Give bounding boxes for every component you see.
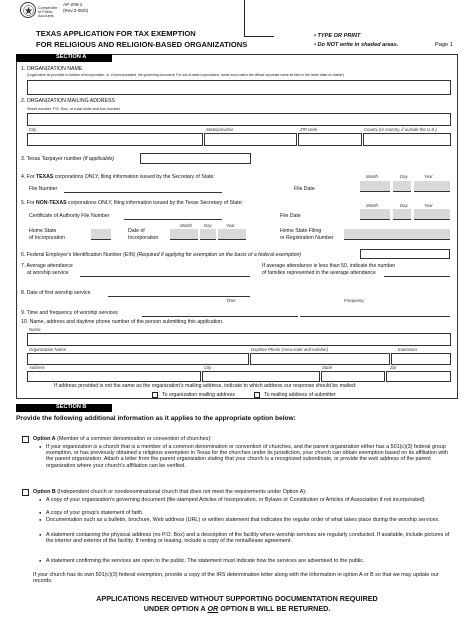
file-number-label: File Number (29, 186, 58, 192)
date-inc-label-1: Date of (128, 228, 145, 234)
file-date-month-field[interactable] (360, 181, 390, 192)
state-label: State/province (206, 127, 234, 132)
county-label: County (or country, if outside the U.S.) (364, 127, 437, 132)
cert-number-field[interactable] (124, 219, 222, 220)
ein-field[interactable] (360, 249, 450, 259)
cert-number-label: Certificate of Authority File Number (29, 213, 110, 219)
q7-label-1: 7. Average attendance (21, 263, 73, 269)
home-state-filing-label-2: or Registration Number (280, 235, 334, 241)
taxpayer-number-field[interactable] (140, 153, 251, 164)
file-number-field[interactable] (64, 192, 222, 193)
option-b-bullet-1: ● A copy of your organization's governing document (file-stamped Articles of Incorporation, or Bylaws or Constitution or Articles of Association if not incorporated) (46, 497, 450, 503)
q5-file-date-month-field[interactable] (360, 209, 390, 220)
q5-file-date-day-field[interactable] (393, 209, 411, 220)
page-number: Page 1 (435, 42, 453, 48)
home-state-inc-label-2: of Incorporation (29, 235, 66, 241)
file-date-day-field[interactable] (393, 181, 411, 192)
service-frequency-field[interactable] (300, 316, 450, 317)
q1-hint: (Legal name as provided in Articles of Incorporation, or, if unincorporated, the governing document. For out-of-state corporations, name must match the official corporate name as filed in the home state of charter) (27, 73, 344, 77)
date-inc-label-2: Incorporation (128, 235, 159, 241)
comptroller-text: Comptroller of Public Accounts (38, 6, 58, 18)
q5-file-date-year-field[interactable] (414, 209, 450, 220)
mailing-question: If address provided is not the same as the organization's mailing address, indicate to which address our response should be mailed: (54, 383, 357, 389)
header-divider-foot (244, 36, 274, 37)
submitter-name-field[interactable] (27, 333, 451, 346)
section-a-bar: SECTION A (16, 54, 112, 62)
families-field[interactable] (384, 276, 450, 277)
footer-warning-line2 (0, 604, 474, 613)
organization-name-field[interactable] (27, 80, 451, 95)
first-service-date-field[interactable] (108, 296, 250, 297)
irs-determination-note: If your church has its own 501(c)(3) federal exemption, provide a copy of the IRS determination letter along with the information in option A or B so that we may update our records. (33, 572, 439, 585)
state-field[interactable] (204, 133, 297, 146)
header-divider (244, 0, 245, 36)
section-a-frame (16, 54, 458, 399)
q5-file-date-label: File Date (280, 213, 301, 219)
type-or-print-note: • TYPE OR PRINT (314, 33, 361, 39)
q5-day-label: Day (400, 203, 408, 208)
org-name-label: Organization Name (29, 347, 67, 352)
form-number: AP-209-2 (63, 2, 83, 7)
q3-label (21, 157, 114, 163)
addr-city-label: City (204, 365, 212, 370)
texas-seal-logo (20, 2, 36, 18)
submitter-city-field[interactable] (202, 371, 320, 382)
city-label: City (29, 127, 37, 132)
form-title-line1: TEXAS APPLICATION FOR TAX EXEMPTION (36, 29, 196, 38)
extension-field[interactable] (391, 353, 451, 365)
q7-right-2: of families represented in the average attendance (262, 270, 376, 276)
submitter-address-field[interactable] (27, 371, 201, 382)
option-b-heading (33, 489, 307, 495)
q7-right-1: If average attendance is less than 50, indicate the number (262, 263, 396, 269)
shaded-areas-note: • Do NOT write in shaded areas. (314, 42, 399, 48)
date-inc-month-field[interactable] (170, 229, 198, 240)
q8-label: 8. Date of first worship service (21, 290, 91, 296)
footer-option-b: OPTION B WILL BE RETURNED. (220, 604, 331, 613)
footer-option-a: UNDER OPTION A (143, 604, 206, 613)
option-a-title: Option A (33, 436, 56, 442)
option-b-bullet-4: ● A statement containing the physical address (no P.O. Box) and a description of the facility where worship services are regularly conducted. If available, include pictures of the interior and exterior of the facility. If renting or leasing, include a copy of the rental/lease agreement. (46, 532, 450, 544)
q4-month-label: Month (366, 174, 378, 179)
county-field[interactable] (363, 133, 451, 146)
q6-label-text: 6. Federal Employer's Identification Number (EIN) (21, 252, 136, 258)
option-b-checkbox[interactable] (22, 489, 29, 496)
q2-label: 2. ORGANIZATION MAILING ADDRESS (21, 98, 115, 104)
mailing-street-field[interactable] (27, 113, 451, 126)
q5-year-label: Year (424, 203, 433, 208)
section-b-bar: SECTION B (16, 404, 112, 412)
option-b-title: Option B (33, 489, 56, 495)
addr-state-label: State (322, 365, 333, 370)
q3-label-text: 3. Texas Taxpayer number (21, 156, 82, 162)
frequency-label: Frequency (344, 298, 365, 303)
address-label: Address (29, 365, 45, 370)
attendance-field[interactable] (80, 276, 250, 277)
option-b-bullet-3: ● Documentation such as a bulletin, brochure, Web address (URL) or written statement that indicates the regular order of what takes place during the worship services. (46, 517, 450, 523)
footer-warning-line1: APPLICATIONS RECEIVED WITHOUT SUPPORTING DOCUMENTATION REQUIRED (96, 594, 378, 603)
to-submitter-label: To mailing address of submitter (264, 392, 336, 398)
home-state-filing-label-1: Home State Filing (280, 228, 322, 234)
service-time-field[interactable] (142, 316, 298, 317)
file-date-year-field[interactable] (414, 181, 450, 192)
extension-label: Extension (398, 347, 417, 352)
footer-or: OR (207, 604, 219, 613)
submitter-org-field[interactable] (27, 353, 249, 365)
q4-day-label: Day (400, 174, 408, 179)
section-b-heading: Provide the following additional information as it applies to the appropriate option below: (16, 415, 296, 422)
file-date-label: File Date (294, 186, 315, 192)
addr-zip-label: Zip (390, 365, 396, 370)
q3-hint: (if applicable) (83, 156, 114, 162)
date-inc-month-label: Month (180, 223, 192, 228)
to-submitter-checkbox[interactable] (254, 392, 260, 398)
q6-label (21, 253, 301, 259)
zip-label: ZIP code (300, 127, 318, 132)
option-a-checkbox[interactable] (22, 436, 29, 443)
home-state-inc-field[interactable] (91, 229, 111, 240)
date-inc-day-field[interactable] (200, 229, 216, 240)
q5-month-label: Month (366, 203, 378, 208)
q6-hint: (Required if applying for exemption on the basis of a federal exemption) (136, 252, 302, 258)
to-org-mailing-label: To organization mailing address (162, 392, 235, 398)
date-inc-day-label: Day (204, 223, 212, 228)
option-a-desc: (Member of a common denomination or convention of churches): (57, 436, 212, 442)
daytime-phone-label: Daytime Phone (Area code and number) (251, 347, 329, 352)
time-label: Time (226, 298, 236, 303)
option-a-heading (33, 436, 212, 442)
city-field[interactable] (27, 133, 203, 146)
q4-label: 4. For TEXAS corporations ONLY, filing information issued by the Secretary of State: (21, 174, 215, 180)
option-b-bullet-2: ● A copy of your group's statement of faith. (46, 510, 450, 516)
option-b-bullet-5: ● A statement confirming the services are open to the public. The statement must indicate how the services are advertised to the public. (46, 558, 450, 564)
daytime-phone-field[interactable] (250, 353, 390, 365)
submitter-zip-field[interactable] (386, 371, 451, 382)
q10-label: 10. Name, address and daytime phone number of the person submitting this application. (21, 319, 224, 325)
name-label: Name (29, 327, 41, 332)
q5-label: 5. For NON-TEXAS corporations ONLY, filing information issued by the Texas Secretary of State: (21, 200, 244, 206)
submitter-state-field[interactable] (321, 371, 385, 382)
form-title-line2: FOR RELIGIOUS AND RELIGION-BASED ORGANIZATIONS (36, 40, 248, 49)
home-state-inc-label-1: Home State (29, 228, 57, 234)
form-revision: (Rev.3-05/5) (63, 8, 89, 13)
q9-label: 9. Time and frequency of worship services (21, 310, 118, 316)
date-inc-year-label: Year (226, 223, 235, 228)
home-state-filing-field[interactable] (344, 229, 450, 240)
date-inc-year-field[interactable] (218, 229, 246, 240)
q7-label-2: at worship service (27, 270, 69, 276)
zip-field[interactable] (298, 133, 362, 146)
q2-hint: Street number, P.O. Box, or rural route and box number (27, 107, 121, 111)
q4-year-label: Year (424, 174, 433, 179)
option-a-bullet: ● If your organization is a church that is a member of a common denomination or convention of churches, and the parent organization either has a 501(c)(3) federal group exemption, or has previously obtained a religious exemption in Texas for the churches under its jurisdiction, your church can obtain exemption based on its affiliation with the parent organization. Attach a letter from the parent organization stating that your church is a recognized subordinate, or provide the web address of the parent organization where your church's affiliation can be verified. (46, 444, 450, 469)
option-b-desc: (Independent church or nondenominational church that does not meet the requirements under Option A): (57, 489, 307, 495)
to-org-mailing-checkbox[interactable] (152, 392, 158, 398)
q1-label: 1. ORGANIZATION NAME (21, 66, 83, 72)
